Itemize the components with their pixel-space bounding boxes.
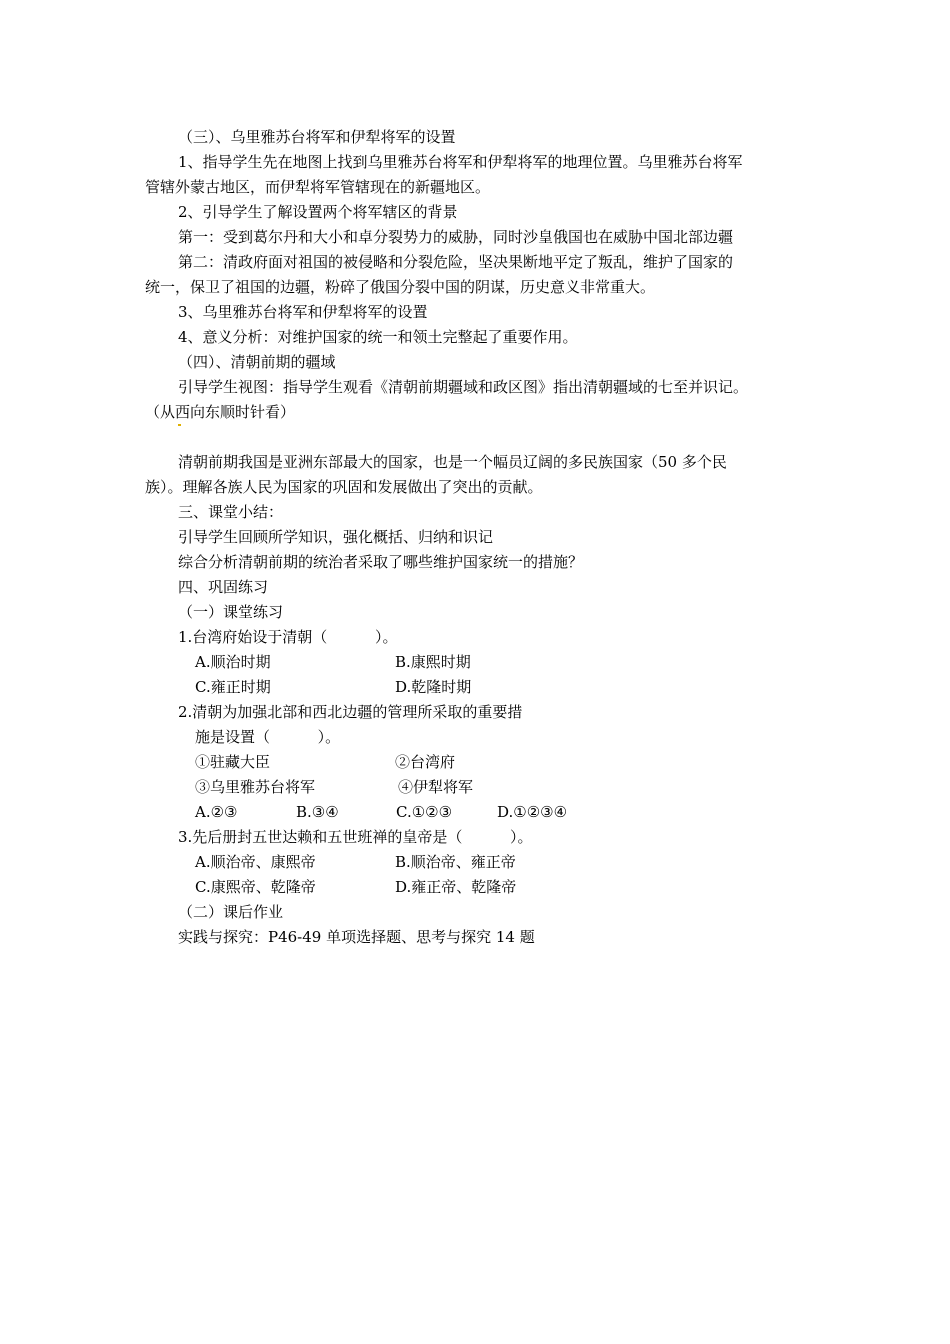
option-d: D.雍正帝、乾隆帝 [395, 878, 517, 896]
option-b: B.康熙时期 [395, 653, 471, 671]
option-c: C.康熙帝、乾隆帝 [195, 878, 316, 896]
question-stem: 施是设置（ ）。 [195, 728, 341, 746]
option-b: B.③④ [296, 803, 339, 821]
section-heading: 三、课堂小结： [178, 503, 284, 521]
option-d: D.乾隆时期 [395, 678, 472, 696]
paragraph-line: 统一，保卫了祖国的边疆，粉碎了俄国分裂中国的阴谋，历史意义非常重大。 [145, 278, 656, 296]
paragraph-line: 引导学生视图：指导学生观看《清朝前期疆域和政区图》指出清朝疆域的七至并识记。 [178, 378, 749, 396]
paragraph-line: 第二：清政府面对祖国的被侵略和分裂危险，坚决果断地平定了叛乱，维护了国家的 [178, 253, 734, 271]
paragraph-line: 4、意义分析：对维护国家的统一和领土完整起了重要作用。 [178, 328, 578, 346]
paragraph-line: 1、指导学生先在地图上找到乌里雅苏台将军和伊犁将军的地理位置。乌里雅苏台将军 [178, 153, 743, 171]
option-c: C.雍正时期 [195, 678, 271, 696]
edit-mark [178, 424, 181, 426]
option-a: A.②③ [195, 803, 238, 821]
paragraph-line: 清朝前期我国是亚洲东部最大的国家，也是一个幅员辽阔的多民族国家（50 多个民 [178, 453, 727, 471]
paragraph-line: （从西向东顺时针看） [145, 403, 296, 421]
paragraph-line: 族）。理解各族人民为国家的巩固和发展做出了突出的贡献。 [145, 478, 543, 496]
section-heading: （三）、乌里雅苏台将军和伊犁将军的设置 [178, 128, 456, 146]
statement-1: ①驻藏大臣 [195, 753, 271, 771]
paragraph-line: 管辖外蒙古地区，而伊犁将军管辖现在的新疆地区。 [145, 178, 491, 196]
section-heading: 四、巩固练习 [178, 578, 269, 596]
option-d: D.①②③④ [497, 803, 568, 821]
statement-2: ②台湾府 [395, 753, 456, 771]
statement-3: ③乌里雅苏台将军 [195, 778, 316, 796]
paragraph-line: 第一：受到葛尔丹和大小和卓分裂势力的威胁，同时沙皇俄国也在威胁中国北部边疆 [178, 228, 734, 246]
subsection-heading: （一）课堂练习 [178, 603, 284, 621]
paragraph-line: 引导学生回顾所学知识，强化概括、归纳和识记 [178, 528, 494, 546]
section-heading: （四）、清朝前期的疆域 [178, 353, 336, 371]
question-stem: 1.台湾府始设于清朝（ ）。 [178, 628, 398, 646]
option-a: A.顺治帝、康熙帝 [195, 853, 316, 871]
option-c: C.①②③ [396, 803, 453, 821]
homework-line: 实践与探究：P46-49 单项选择题、思考与探究 14 题 [178, 928, 535, 946]
option-b: B.顺治帝、雍正帝 [395, 853, 516, 871]
statement-4: ④伊犁将军 [398, 778, 474, 796]
question-stem: 3.先后册封五世达赖和五世班禅的皇帝是（ ）。 [178, 828, 533, 846]
option-a: A.顺治时期 [195, 653, 271, 671]
paragraph-line: 3、乌里雅苏台将军和伊犁将军的设置 [178, 303, 428, 321]
question-stem: 2.清朝为加强北部和西北边疆的管理所采取的重要措 [178, 703, 523, 721]
paragraph-line: 2、引导学生了解设置两个将军辖区的背景 [178, 203, 458, 221]
paragraph-line: 综合分析清朝前期的统治者采取了哪些维护国家统一的措施？ [178, 553, 584, 571]
subsection-heading: （二）课后作业 [178, 903, 284, 921]
